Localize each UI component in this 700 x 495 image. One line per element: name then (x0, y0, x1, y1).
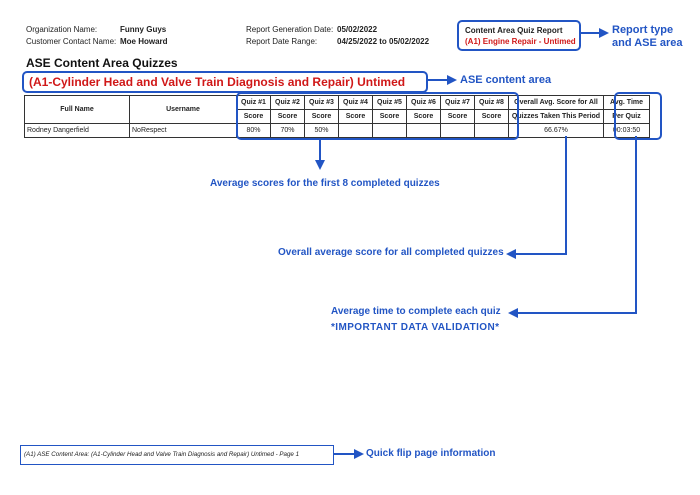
org-value: Funny Guys (120, 25, 167, 34)
col-avg-time-1: Avg. Time (604, 96, 650, 110)
col-full-name: Full Name (25, 96, 130, 124)
callout-validation: *IMPORTANT DATA VALIDATION* (331, 322, 500, 333)
quiz-header: Quiz #1 (237, 96, 271, 110)
score-label: Score (475, 110, 509, 124)
col-overall-avg-2: Quizzes Taken This Period (509, 110, 604, 124)
content-area-title: (A1-Cylinder Head and Valve Train Diagnosis and Repair) Untimed (29, 75, 406, 89)
report-title: Content Area Quiz Report (465, 26, 563, 35)
cell-score: 80% (237, 124, 271, 138)
arrow-avg-time (518, 136, 636, 313)
cell-avg-time: 00:03:50 (604, 124, 650, 138)
contact-label: Customer Contact Name: (26, 37, 117, 46)
org-label: Organization Name: (26, 25, 98, 34)
col-username: Username (130, 96, 237, 124)
score-label: Score (271, 110, 305, 124)
cell-overall-avg: 66.67% (509, 124, 604, 138)
gen-date-label: Report Generation Date: (246, 25, 334, 34)
score-label: Score (237, 110, 271, 124)
score-label: Score (339, 110, 373, 124)
score-label: Score (373, 110, 407, 124)
cell-score: 50% (305, 124, 339, 138)
quiz-header: Quiz #5 (373, 96, 407, 110)
quiz-header: Quiz #3 (305, 96, 339, 110)
quiz-header: Quiz #6 (407, 96, 441, 110)
report-subtitle: (A1) Engine Repair - Untimed (465, 37, 576, 46)
quiz-header: Quiz #4 (339, 96, 373, 110)
range-label: Report Date Range: (246, 37, 318, 46)
callout-report-type-line1: Report type (612, 24, 674, 36)
gen-date-value: 05/02/2022 (337, 25, 378, 34)
contact-value: Moe Howard (120, 37, 168, 46)
page-title: ASE Content Area Quizzes (26, 56, 178, 70)
callout-flip-page: Quick flip page information (366, 448, 496, 459)
callout-report-type-line2: and ASE area (612, 37, 683, 49)
callout-ase-content-area: ASE content area (460, 74, 552, 86)
score-label: Score (305, 110, 339, 124)
callout-overall-avg: Overall average score for all completed quizzes (278, 247, 504, 258)
col-overall-avg-1: Overall Avg. Score for All (509, 96, 604, 110)
col-avg-time-2: Per Quiz (604, 110, 650, 124)
quiz-header: Quiz #7 (441, 96, 475, 110)
range-value: 04/25/2022 to 05/02/2022 (337, 37, 430, 46)
score-label: Score (441, 110, 475, 124)
cell-full-name: Rodney Dangerfield (25, 124, 130, 138)
arrow-overall-avg (516, 136, 566, 254)
cell-username: NoRespect (130, 124, 237, 138)
footer-page-info: (A1) ASE Content Area: (A1-Cylinder Head and Valve Train Diagnosis and Repair) Untimed - Page 1 (24, 451, 300, 458)
score-label: Score (407, 110, 441, 124)
quiz-header: Quiz #2 (271, 96, 305, 110)
callout-avg-scores: Average scores for the first 8 completed quizzes (210, 178, 440, 189)
quiz-header: Quiz #8 (475, 96, 509, 110)
callout-avg-time: Average time to complete each quiz (331, 306, 501, 317)
cell-score: 70% (271, 124, 305, 138)
